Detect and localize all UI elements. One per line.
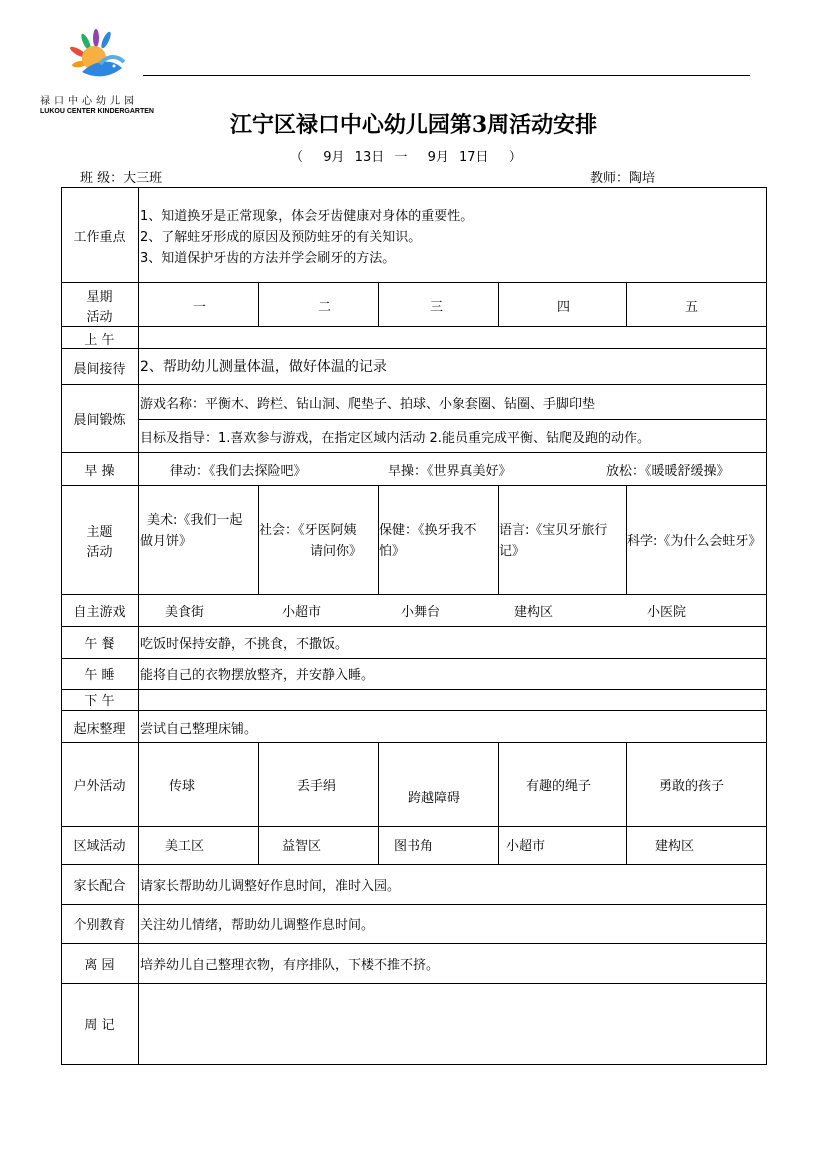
wake-up-text: 尝试自己整理床铺。: [140, 722, 258, 737]
day-header: 五: [685, 300, 699, 315]
table-rule: [498, 742, 499, 864]
morning-exercise-games: 游戏名称：平衡木、跨栏、钻山洞、爬垫子、拍球、小象套圈、钻圈、手脚印垫: [140, 397, 596, 412]
table-rule: [138, 419, 767, 420]
free-play-label: 自主游戏: [73, 605, 126, 620]
morning-drill-exercise: 早操：《世界真美好》: [388, 464, 512, 479]
free-play-item: 小超市: [282, 605, 322, 620]
logo-name-en: LUKOU CENTER KINDERGARTEN: [40, 108, 154, 115]
parents-label: 家长配合: [73, 879, 126, 894]
table-rule: [61, 348, 767, 349]
nap-label: 午 睡: [84, 668, 115, 683]
weekly-note-label: 周 记: [84, 1018, 115, 1033]
table-rule: [258, 282, 259, 326]
wake-up-label: 起床整理: [73, 722, 126, 737]
date-range: （ 9月 13日 一 9月 17日 ）: [290, 150, 522, 165]
morning-exercise-goals: 目标及指导：1.喜欢参与游戏，在指定区域内活动 2.能员重完成平衡、钻爬及跑的动作。: [140, 431, 650, 446]
table-rule: [61, 943, 767, 944]
individual-label: 个别教育: [73, 918, 126, 933]
teacher-label: 教师：陶培: [590, 171, 656, 186]
work-focus-item: 2、了解蛀牙形成的原因及预防蛀牙的有关知识。: [140, 230, 422, 245]
table-rule: [61, 826, 767, 827]
theme-activity-item: 保健：《换牙我不: [379, 523, 477, 538]
table-rule: [61, 904, 767, 905]
afternoon-section-label: 下 午: [84, 694, 115, 709]
header-rule: [143, 75, 750, 76]
header-label-weekday: 星期: [86, 290, 113, 305]
free-play-item: 小舞台: [401, 605, 441, 620]
table-rule: [61, 710, 767, 711]
table-rule: [626, 742, 627, 864]
theme-activity-item: 记》: [499, 544, 526, 559]
day-header: 四: [557, 300, 571, 315]
free-play-item: 建构区: [514, 605, 554, 620]
theme-activity-item: 社会：《牙医阿姨: [259, 523, 357, 538]
outdoor-item: 勇敢的孩子: [659, 779, 725, 794]
table-rule: [61, 452, 767, 453]
outdoor-item: 传球: [169, 779, 196, 794]
table-rule: [498, 282, 499, 326]
area-item: 益智区: [282, 839, 322, 854]
theme-activity-item: 怕》: [379, 544, 406, 559]
table-rule: [61, 594, 767, 595]
morning-reception-text: 2、帮助幼儿测量体温，做好体温的记录: [140, 359, 387, 375]
free-play-item: 小医院: [647, 605, 687, 620]
table-rule: [258, 485, 259, 594]
work-focus-item: 3、知道保护牙齿的方法并学会刷牙的方法。: [140, 251, 396, 266]
table-rule: [61, 384, 767, 385]
table-rule: [138, 187, 139, 1065]
day-header: 一: [193, 300, 207, 315]
table-rule: [61, 485, 767, 486]
table-rule: [378, 742, 379, 864]
morning-drill-label: 早 操: [84, 464, 115, 479]
area-item: 图书角: [394, 839, 434, 854]
leave-label: 离 园: [84, 958, 115, 973]
table-rule: [378, 282, 379, 326]
outdoor-item: 丢手绢: [297, 779, 337, 794]
work-focus-item: 1、知道换牙是正常现象，体会牙齿健康对身体的重要性。: [140, 209, 474, 224]
theme-activity-label: 活动: [86, 545, 113, 560]
theme-activity-item: 做月饼》: [140, 534, 193, 549]
class-label: 班 级：大三班: [80, 171, 163, 186]
area-item: 美工区: [165, 839, 205, 854]
day-header: 三: [430, 300, 444, 315]
table-rule: [61, 326, 767, 327]
table-rule: [61, 689, 767, 690]
outdoor-label: 户外活动: [73, 779, 126, 794]
table-rule: [61, 864, 767, 865]
outdoor-item: 跨越障碍: [408, 791, 461, 806]
table-rule: [258, 742, 259, 864]
area-item: 建构区: [655, 839, 695, 854]
lunch-label: 午 餐: [84, 637, 115, 652]
header-label-activity: 活动: [86, 310, 113, 325]
table-rule: [626, 282, 627, 326]
logo-name-cn: 禄口中心幼儿园: [40, 96, 138, 107]
table-rule: [61, 658, 767, 659]
morning-reception-label: 晨间接待: [73, 362, 126, 377]
table-rule: [61, 742, 767, 743]
morning-section-label: 上 午: [84, 333, 115, 348]
table-rule: [61, 626, 767, 627]
area-item: 小超市: [506, 839, 546, 854]
work-focus-label: 工作重点: [73, 230, 126, 245]
individual-text: 关注幼儿情绪，帮助幼儿调整作息时间。: [140, 918, 375, 933]
area-label: 区域活动: [73, 839, 126, 854]
lunch-text: 吃饭时保持安静，不挑食，不撒饭。: [140, 637, 349, 652]
morning-drill-rhythm: 律动：《我们去探险吧》: [170, 464, 307, 479]
theme-activity-item: 请问你》: [310, 544, 363, 559]
morning-exercise-label: 晨间锻炼: [73, 413, 126, 428]
theme-activity-item: 语言:《宝贝牙旅行: [499, 523, 608, 538]
free-play-item: 美食街: [165, 605, 205, 620]
morning-drill-relax: 放松：《暖暖舒缓操》: [606, 464, 730, 479]
theme-activity-item: 科学:《为什么会蛀牙》: [627, 534, 762, 549]
page-title: 江宁区禄口中心幼儿园第3周活动安排: [229, 112, 598, 138]
outdoor-item: 有趣的绳子: [526, 779, 592, 794]
nap-text: 能将自己的衣物摆放整齐，并安静入睡。: [140, 668, 375, 683]
table-rule: [61, 282, 767, 283]
table-rule: [61, 983, 767, 984]
theme-activity-item: 美术:《我们一起: [147, 513, 243, 528]
theme-activity-label: 主题: [86, 525, 113, 540]
leave-text: 培养幼儿自己整理衣物，有序排队，下楼不推不挤。: [140, 958, 440, 973]
day-header: 二: [318, 300, 332, 315]
parents-text: 请家长帮助幼儿调整好作息时间，准时入园。: [140, 879, 401, 894]
